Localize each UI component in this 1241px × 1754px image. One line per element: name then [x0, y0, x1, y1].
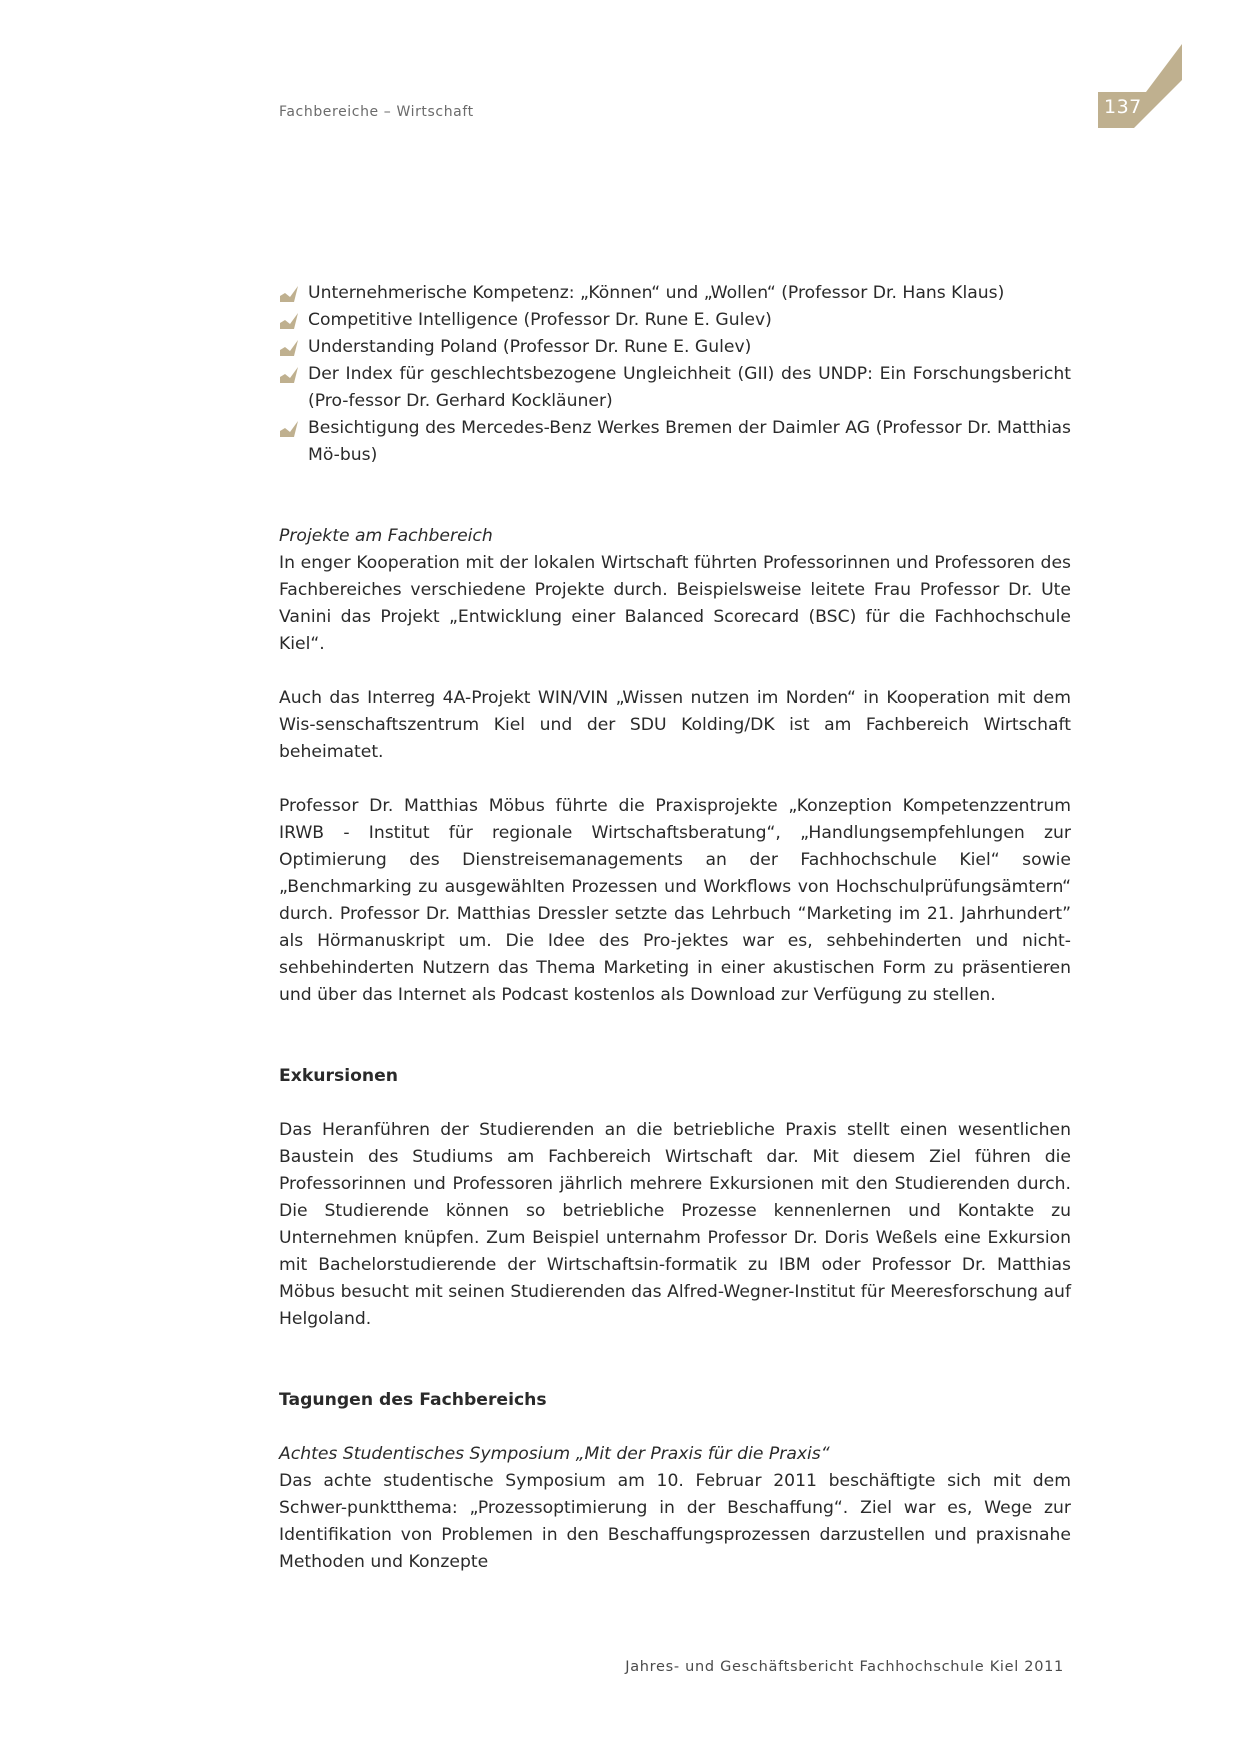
running-header: Fachbereiche – Wirtschaft	[279, 104, 474, 120]
conferences-heading: Tagungen des Fachbereichs	[279, 1390, 547, 1410]
list-item-text: Der Index für geschlechtsbezogene Ungleichheit (GII) des UNDP: Ein Forschungsbericht (Pro-fessor Dr. Gerhard Kockläuner)	[308, 364, 1071, 411]
symposium-subheading: Achtes Studentisches Symposium „Mit der Praxis für die Praxis“	[279, 1444, 830, 1464]
projects-paragraph-2: Auch das Interreg 4A-Projekt WIN/VIN „Wissen nutzen im Norden“ in Kooperation mit dem Wis-senschaftszentrum Kiel und der SDU Kolding/DK ist am Fachbereich Wirtschaft beheimatet.	[279, 688, 1071, 762]
list-item	[279, 280, 1071, 307]
checkmark-bullet-icon	[279, 420, 299, 438]
list-item-text: Besichtigung des Mercedes-Benz Werkes Bremen der Daimler AG (Professor Dr. Matthias Mö-bus)	[308, 418, 1071, 465]
list-item	[279, 361, 1071, 415]
projects-subheading: Projekte am Fachbereich	[279, 526, 493, 546]
list-item	[279, 307, 1071, 334]
main-content	[279, 280, 1071, 1576]
list-item-text: Unternehmerische Kompetenz: „Können“ und „Wollen“ (Professor Dr. Hans Klaus)	[308, 283, 1005, 303]
checkmark-bullet-icon	[279, 339, 299, 357]
list-item-text: Competitive Intelligence (Professor Dr. Rune E. Gulev)	[308, 310, 772, 330]
projects-paragraph-1: In enger Kooperation mit der lokalen Wirtschaft führten Professorinnen und Professoren des Fachbereiches verschiedene Projekte durch. Beispielsweise leitete Frau Professor Dr. Ute Vanini das Projekt „Entwicklung einer Balanced Scorecard (BSC) für die Fachhochschule Kiel“.	[279, 553, 1071, 654]
excursions-heading: Exkursionen	[279, 1066, 399, 1086]
list-item-text: Understanding Poland (Professor Dr. Rune E. Gulev)	[308, 337, 752, 357]
excursions-paragraph: Das Heranführen der Studierenden an die betriebliche Praxis stellt einen wesentlichen Baustein des Studiums am Fachbereich Wirtschaft dar. Mit diesem Ziel führen die Professorinnen und Professoren jährlich mehrere Exkursionen mit den Studierenden durch. Die Studierende können so betriebliche Prozesse kennenlernen und Kontakte zu Unternehmen knüpfen. Zum Beispiel unternahm Professor Dr. Doris Weßels eine Exkursion mit Bachelorstudierende der Wirtschaftsin-formatik zu IBM oder Professor Dr. Matthias Möbus besucht mit seinen Studierenden das Alfred-Wegner-Institut für Meeresforschung auf Helgoland.	[279, 1120, 1071, 1329]
lecture-list	[279, 280, 1071, 469]
projects-paragraph-3: Professor Dr. Matthias Möbus führte die Praxisprojekte „Konzeption Kompetenzzentrum IRWB - Institut für regionale Wirtschaftsberatung“, „Handlungsempfehlungen zur Optimierung des Dienstreisemanagements an der Fachhochschule Kiel“ sowie „Benchmarking zu ausgewählten Prozessen und Workflows von Hochschulprüfungsämtern“ durch. Professor Dr. Matthias Dressler setzte das Lehrbuch “Marketing im 21. Jahrhundert” als Hörmanuskript um. Die Idee des Pro-jektes war es, sehbehinderten und nicht-sehbehinderten Nutzern das Thema Marketing in einer akustischen Form zu präsentieren und über das Internet als Podcast kostenlos als Download zur Verfügung zu stellen.	[279, 796, 1071, 1005]
page-number-badge	[1098, 44, 1182, 128]
list-item	[279, 415, 1071, 469]
page-footer: Jahres- und Geschäftsbericht Fachhochschule Kiel 2011	[625, 1659, 1064, 1675]
checkmark-bullet-icon	[279, 366, 299, 384]
page-number: 137	[1104, 96, 1142, 118]
list-item	[279, 334, 1071, 361]
symposium-paragraph: Das achte studentische Symposium am 10. Februar 2011 beschäftigte sich mit dem Schwer-punktthema: „Prozessoptimierung in der Beschaffung“. Ziel war es, Wege zur Identifikation von Problemen in den Beschaffungsprozessen darzustellen und praxisnahe Methoden und Konzepte	[279, 1471, 1071, 1572]
checkmark-bullet-icon	[279, 285, 299, 303]
checkmark-bullet-icon	[279, 312, 299, 330]
